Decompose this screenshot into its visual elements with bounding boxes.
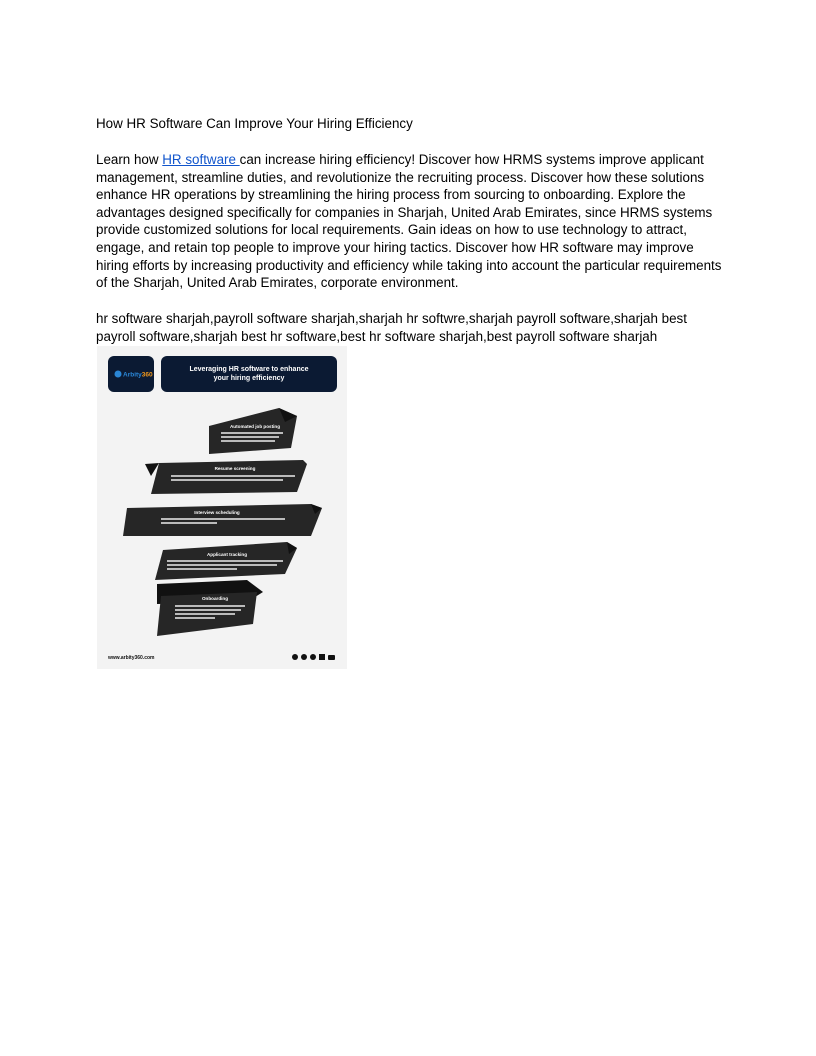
intro-paragraph — [96, 151, 724, 292]
step-ribbon-3 — [123, 504, 322, 536]
keywords-paragraph: hr software sharjah,payroll software sharjah,sharjah hr softwre,sharjah payroll software,sharjah best payroll software,sharjah best hr software,best hr software sharjah,best payroll software sharjah — [96, 311, 687, 344]
intro-lead-text: Learn how — [96, 152, 163, 167]
header-title-line2: your hiring efficiency — [213, 375, 285, 382]
footer-url: www.arbity360.com — [108, 655, 155, 661]
instagram-icon — [301, 654, 307, 660]
step-ribbon-2 — [145, 460, 307, 494]
logo-text-brand: Arbity — [123, 371, 142, 379]
step-title: Resume screening — [214, 466, 256, 471]
intro-body-text: can increase hiring efficiency! Discover how HRMS systems improve applicant management, streamline duties, and revolutionize the recruiting process. Discover how these solutions enhance HR operations by streamlining the hiring process from sourcing to onboarding. Explore the advantages designed specifically for companies in Sharjah, United Arab Emirates, since HRMS systems provide customized solutions for local requirements. Gain ideas on how to use technology to attract, engage, and retain top people to improve your hiring tactics. Discover how HR software may improve hiring efforts by increasing productivity and efficiency while taking into account the particular requirements of the Sharjah, United Arab Emirates, corporate environment. — [96, 152, 722, 291]
header-title-line1: Leveraging HR software to enhance — [189, 366, 309, 373]
step-title: Onboarding — [201, 596, 229, 601]
linkedin-icon — [319, 654, 325, 660]
step-title: Automated job posting — [229, 424, 281, 429]
logo-icon — [115, 371, 122, 378]
step-title: Interview scheduling — [194, 510, 240, 515]
hr-infographic-image — [97, 346, 347, 669]
facebook-icon — [292, 654, 298, 660]
hr-software-link[interactable]: HR software — [162, 152, 240, 167]
logo-text-number: 360 — [141, 371, 153, 379]
header-banner — [161, 356, 337, 392]
youtube-icon — [328, 655, 335, 660]
twitter-icon — [310, 654, 316, 660]
svg-text:Arbity360 — [123, 372, 153, 379]
step-ribbon-1 — [209, 408, 297, 454]
step-ribbon-5 — [157, 580, 263, 636]
step-title: Applicant tracking — [206, 552, 248, 557]
step-ribbon-4 — [155, 542, 297, 580]
document-title: How HR Software Can Improve Your Hiring Efficiency — [96, 116, 413, 131]
